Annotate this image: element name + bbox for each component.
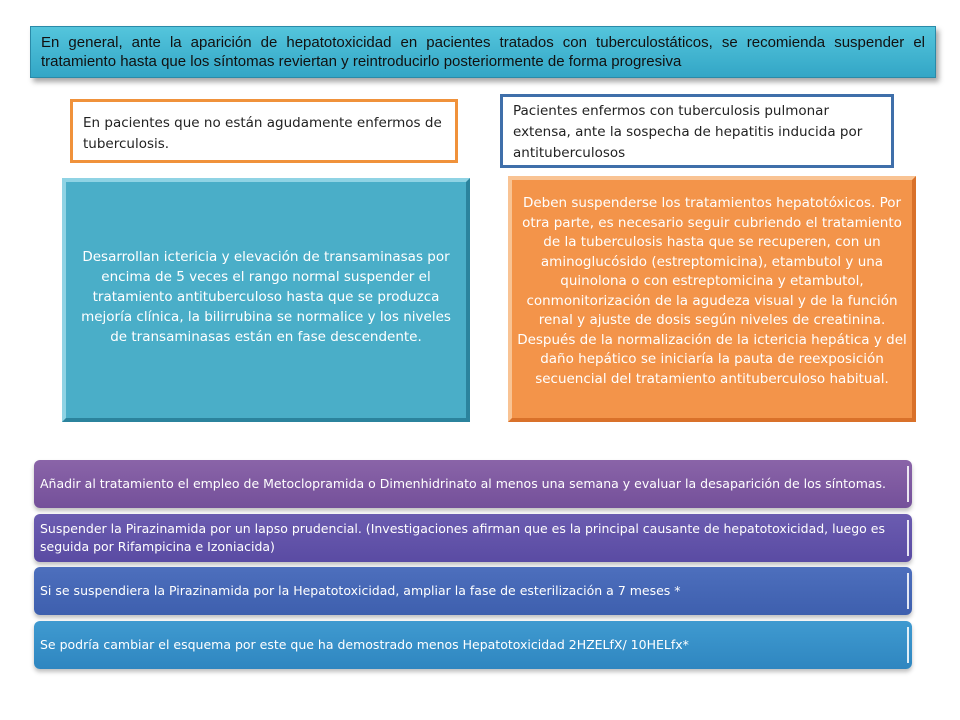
recommendation-text: Suspender la Pirazinamida por un lapso prudencial. (Investigaciones afirman que es la principal causante de hepatotoxicidad, luego es seguida por Rifampicina e Izoniacida)	[40, 521, 885, 554]
action-text-left: Desarrollan ictericia y elevación de transaminasas por encima de 5 veces el rango normal suspender el tratamiento antituberculoso hasta que se produzca mejoría clínica, la bilirrubina se normalice y los niveles de transaminasas están en fase descendente.	[81, 249, 451, 345]
action-box-suspend-treatment	[62, 178, 470, 422]
recommendation-bar-change-scheme	[34, 621, 912, 669]
condition-text-right: Pacientes enfermos con tuberculosis pulmonar extensa, ante la sospecha de hepatitis inducida por antituberculosos	[513, 103, 863, 161]
banner-text: En general, ante la aparición de hepatotoxicidad en pacientes tratados con tuberculostáticos, se recomienda suspender el tratamiento hasta que los síntomas reviertan y reintroducirlo posteriormente de forma progresiva	[41, 34, 925, 70]
condition-text-left: En pacientes que no están agudamente enfermos de tuberculosis.	[83, 115, 442, 152]
recommendation-text: Añadir al tratamiento el empleo de Metoclopramida o Dimenhidrinato al menos una semana y evaluar la desaparición de los síntomas.	[40, 476, 887, 491]
header-banner	[30, 26, 936, 78]
condition-box-not-acutely-ill	[70, 99, 458, 163]
action-box-alternative-regimen	[508, 176, 916, 422]
recommendation-bar-suspend-pyrazinamide	[34, 514, 912, 562]
action-text-right: Deben suspenderse los tratamientos hepatotóxicos. Por otra parte, es necesario seguir cubriendo el tratamiento de la tuberculosis hasta que se recuperen, con un aminoglucósido (estreptomicina), etambutol y una quinolona o con estreptomicina y etambutol, conmonitorización de la agudeza visual y de la función renal y ajuste de dosis según niveles de creatinina. Después de la normalización de la ictericia hepática y del daño hepático se iniciaría la pauta de reexposición secuencial del tratamiento antituberculoso habitual.	[517, 195, 907, 387]
recommendation-bar-antiemetic	[34, 460, 912, 508]
condition-box-extensive-pulmonary-tb	[500, 94, 894, 168]
recommendation-text: Si se suspendiera la Pirazinamida por la Hepatotoxicidad, ampliar la fase de esterilización a 7 meses *	[40, 583, 681, 598]
recommendation-bar-extend-phase	[34, 567, 912, 615]
recommendation-text: Se podría cambiar el esquema por este que ha demostrado menos Hepatotoxicidad 2HZELfX/ 10HELfx*	[40, 637, 689, 652]
